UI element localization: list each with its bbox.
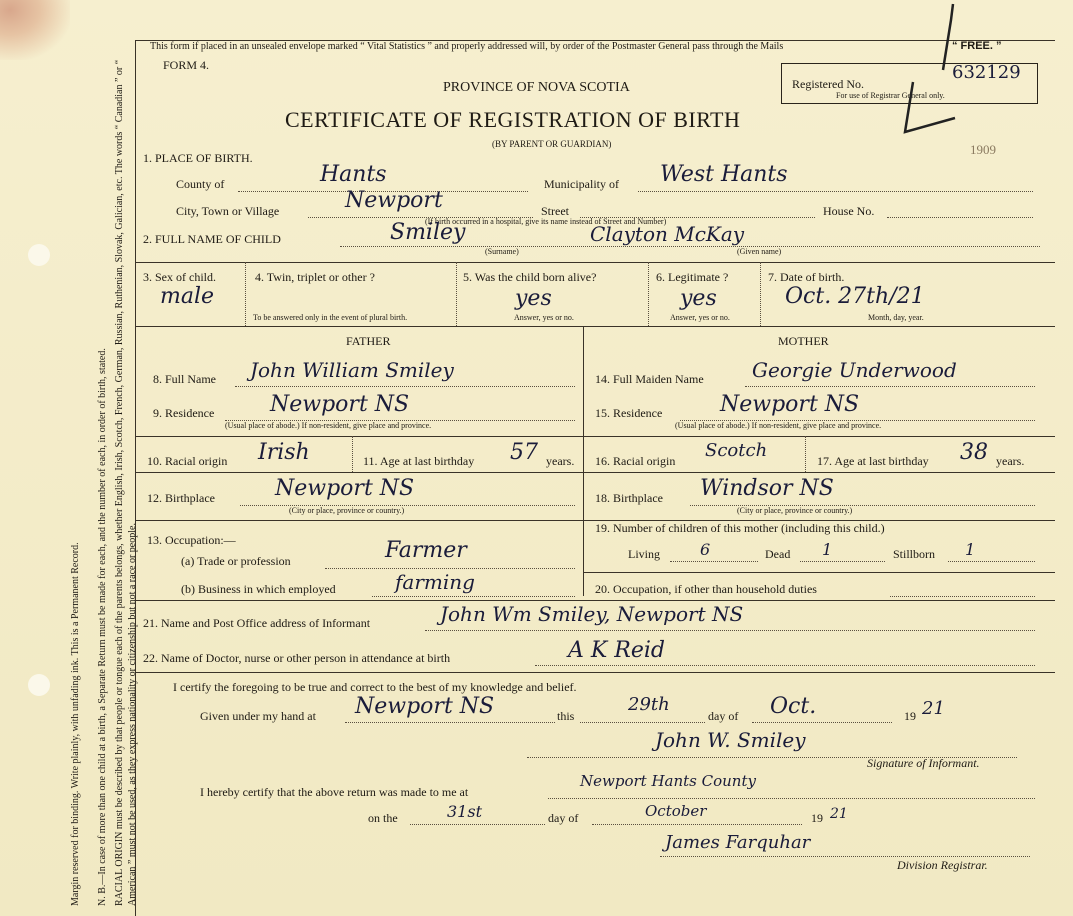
mother-birthplace-label: 18. Birthplace — [595, 491, 663, 505]
registrar-year: 21 — [830, 806, 848, 822]
mother-racial-value: Scotch — [705, 440, 768, 461]
province-heading: PROVINCE OF NOVA SCOTIA — [443, 80, 630, 95]
business-label: (b) Business in which employed — [181, 582, 336, 596]
registered-label: Registered No. — [792, 77, 864, 91]
mother-occupation-label: 20. Occupation, if other than household duties — [595, 582, 817, 596]
form-number: FORM 4. — [163, 58, 210, 72]
alive-note: Answer, yes or no. — [514, 313, 574, 322]
house-label: House No. — [823, 204, 875, 218]
mother-residence-value: Newport NS — [720, 392, 860, 417]
child-name-label: 2. FULL NAME OF CHILD — [143, 232, 281, 246]
mail-notice: This form if placed in an unsealed envelope marked “ Vital Statistics ” and properly addressed will, by order of the Postmaster General pass through the Mails — [150, 41, 784, 52]
given-year: 21 — [922, 698, 945, 719]
doctor-value: A K Reid — [568, 638, 666, 663]
mother-age-label: 17. Age at last birthday — [817, 454, 929, 468]
given-day: 29th — [628, 694, 670, 715]
father-racial-label: 10. Racial origin — [147, 454, 228, 468]
father-name-label: 8. Full Name — [153, 372, 216, 386]
informant-value: John Wm Smiley, Newport NS — [440, 602, 744, 626]
on-the-label: on the — [368, 811, 398, 825]
certify-text: I certify the foregoing to be true and correct to the best of my knowledge and belief. — [173, 680, 577, 694]
business-value: farming — [395, 570, 475, 594]
informant-signature-caption: Signature of Informant. — [867, 756, 980, 770]
registrar-day: 31st — [447, 802, 482, 821]
mother-heading: MOTHER — [778, 334, 829, 348]
alive-value: yes — [515, 286, 552, 311]
mother-age-unit: years. — [996, 454, 1025, 468]
living-value: 6 — [700, 540, 711, 559]
dead-label: Dead — [765, 547, 791, 561]
father-residence-value: Newport NS — [270, 392, 410, 417]
informant-signature: John W. Smiley — [655, 728, 806, 752]
legitimate-value: yes — [680, 286, 717, 311]
father-birthplace-note: (City or place, province or country.) — [289, 506, 405, 515]
father-name-value: John William Smiley — [250, 358, 454, 382]
given-place: Newport NS — [355, 694, 495, 719]
stillborn-value: 1 — [965, 540, 976, 559]
registrar-day-of-label: day of — [548, 811, 579, 825]
city-value: Newport — [345, 188, 443, 213]
day-of-label: day of — [708, 709, 739, 723]
registrar-note: For use of Registrar General only. — [836, 91, 945, 100]
child-surname: Smiley — [390, 220, 466, 245]
city-label: City, Town or Village — [176, 204, 280, 218]
mother-age-value: 38 — [960, 440, 988, 465]
informant-label: 21. Name and Post Office address of Informant — [143, 616, 371, 630]
dead-value: 1 — [822, 540, 833, 559]
trade-label: (a) Trade or profession — [181, 554, 291, 568]
legitimate-note: Answer, yes or no. — [670, 313, 730, 322]
punch-hole — [28, 674, 50, 696]
child-given-name: Clayton McKay — [590, 222, 745, 246]
place-of-birth-heading: 1. PLACE OF BIRTH. — [143, 151, 253, 165]
registered-number: 632129 — [952, 62, 1021, 83]
father-age-value: 57 — [510, 440, 538, 465]
date-of-birth-label: 7. Date of birth. — [768, 270, 845, 284]
mother-name-value: Georgie Underwood — [752, 358, 957, 382]
sex-label: 3. Sex of child. — [143, 270, 216, 284]
registrar-signature: James Farquhar — [665, 832, 811, 853]
this-label: this — [557, 709, 575, 723]
registrar-year-prefix: 19 — [811, 811, 823, 825]
page-subtitle: (BY PARENT OR GUARDIAN) — [492, 139, 612, 149]
father-birthplace-label: 12. Birthplace — [147, 491, 215, 505]
check-mark — [895, 0, 965, 140]
year-stamp: 1909 — [970, 142, 996, 157]
living-label: Living — [628, 547, 660, 561]
registrar-signature-caption: Division Registrar. — [897, 858, 988, 872]
mother-residence-note: (Usual place of abode.) If non-resident, give place and province. — [675, 421, 882, 430]
racial-origin-note: RACIAL ORIGIN must be described by that people or tongue each of the parents belongs, whether English, Irish, Scotch, French, German, Russian, Ruthenian, Slovak, Galician, etc. The words “ Canadian ” or “ American ” must not be used, as they express nationality or citizenship but not a race or people. — [114, 59, 138, 906]
street-label: Street — [541, 204, 569, 218]
surname-caption: (Surname) — [485, 247, 519, 256]
twin-label: 4. Twin, triplet or other ? — [255, 270, 375, 284]
mail-free: “ FREE. ” — [952, 40, 1002, 52]
doctor-label: 22. Name of Doctor, nurse or other person in attendance at birth — [143, 651, 451, 665]
left-border — [135, 40, 136, 916]
father-age-unit: years. — [546, 454, 575, 468]
column-divider — [583, 326, 584, 596]
given-name-caption: (Given name) — [737, 247, 782, 256]
legitimate-label: 6. Legitimate ? — [656, 270, 729, 284]
county-label: County of — [176, 177, 225, 191]
date-of-birth-value: Oct. 27th/21 — [785, 284, 925, 309]
year-prefix: 19 — [904, 709, 916, 723]
municipality-label: Municipality of — [544, 177, 619, 191]
mother-racial-label: 16. Racial origin — [595, 454, 676, 468]
father-age-label: 11. Age at last birthday — [363, 454, 475, 468]
page-title: CERTIFICATE OF REGISTRATION OF BIRTH — [285, 107, 741, 132]
stillborn-label: Stillborn — [893, 547, 936, 561]
punch-hole — [28, 244, 50, 266]
sex-value: male — [160, 284, 215, 309]
given-label: Given under my hand at — [200, 709, 316, 723]
mother-birthplace-note: (City or place, province or country.) — [737, 506, 853, 515]
nb-note: N. B.—In case of more than one child at a birth, a Separate Return must be made for each, and the number of each, in order of birth, stated. — [97, 348, 108, 906]
registrar-certify-text: I hereby certify that the above return was made to me at — [200, 785, 469, 799]
corner-stain — [0, 0, 70, 60]
date-note: Month, day, year. — [868, 313, 924, 322]
mother-birthplace-value: Windsor NS — [700, 476, 834, 501]
county-value: Hants — [320, 162, 387, 187]
registrar-month: October — [645, 802, 707, 820]
father-birthplace-value: Newport NS — [275, 476, 415, 501]
margin-note: Margin reserved for binding. Write plainly, with unfading ink. This is a Permanent Record. — [70, 542, 81, 906]
mother-name-label: 14. Full Maiden Name — [595, 372, 704, 386]
registrar-place: Newport Hants County — [580, 772, 756, 790]
father-residence-note: (Usual place of abode.) If non-resident, give place and province. — [225, 421, 432, 430]
occupation-label: 13. Occupation:— — [147, 533, 236, 547]
father-residence-label: 9. Residence — [153, 406, 215, 420]
father-racial-value: Irish — [258, 440, 310, 465]
trade-value: Farmer — [385, 538, 467, 563]
municipality-value: West Hants — [660, 162, 788, 187]
father-heading: FATHER — [346, 334, 391, 348]
children-count-label: 19. Number of children of this mother (including this child.) — [595, 521, 885, 535]
street-note: (If birth occurred in a hospital, give its name instead of Street and Number) — [425, 217, 667, 226]
given-month: Oct. — [770, 694, 817, 719]
mother-residence-label: 15. Residence — [595, 406, 663, 420]
twin-note: To be answered only in the event of plural birth. — [253, 313, 408, 322]
alive-label: 5. Was the child born alive? — [463, 270, 597, 284]
